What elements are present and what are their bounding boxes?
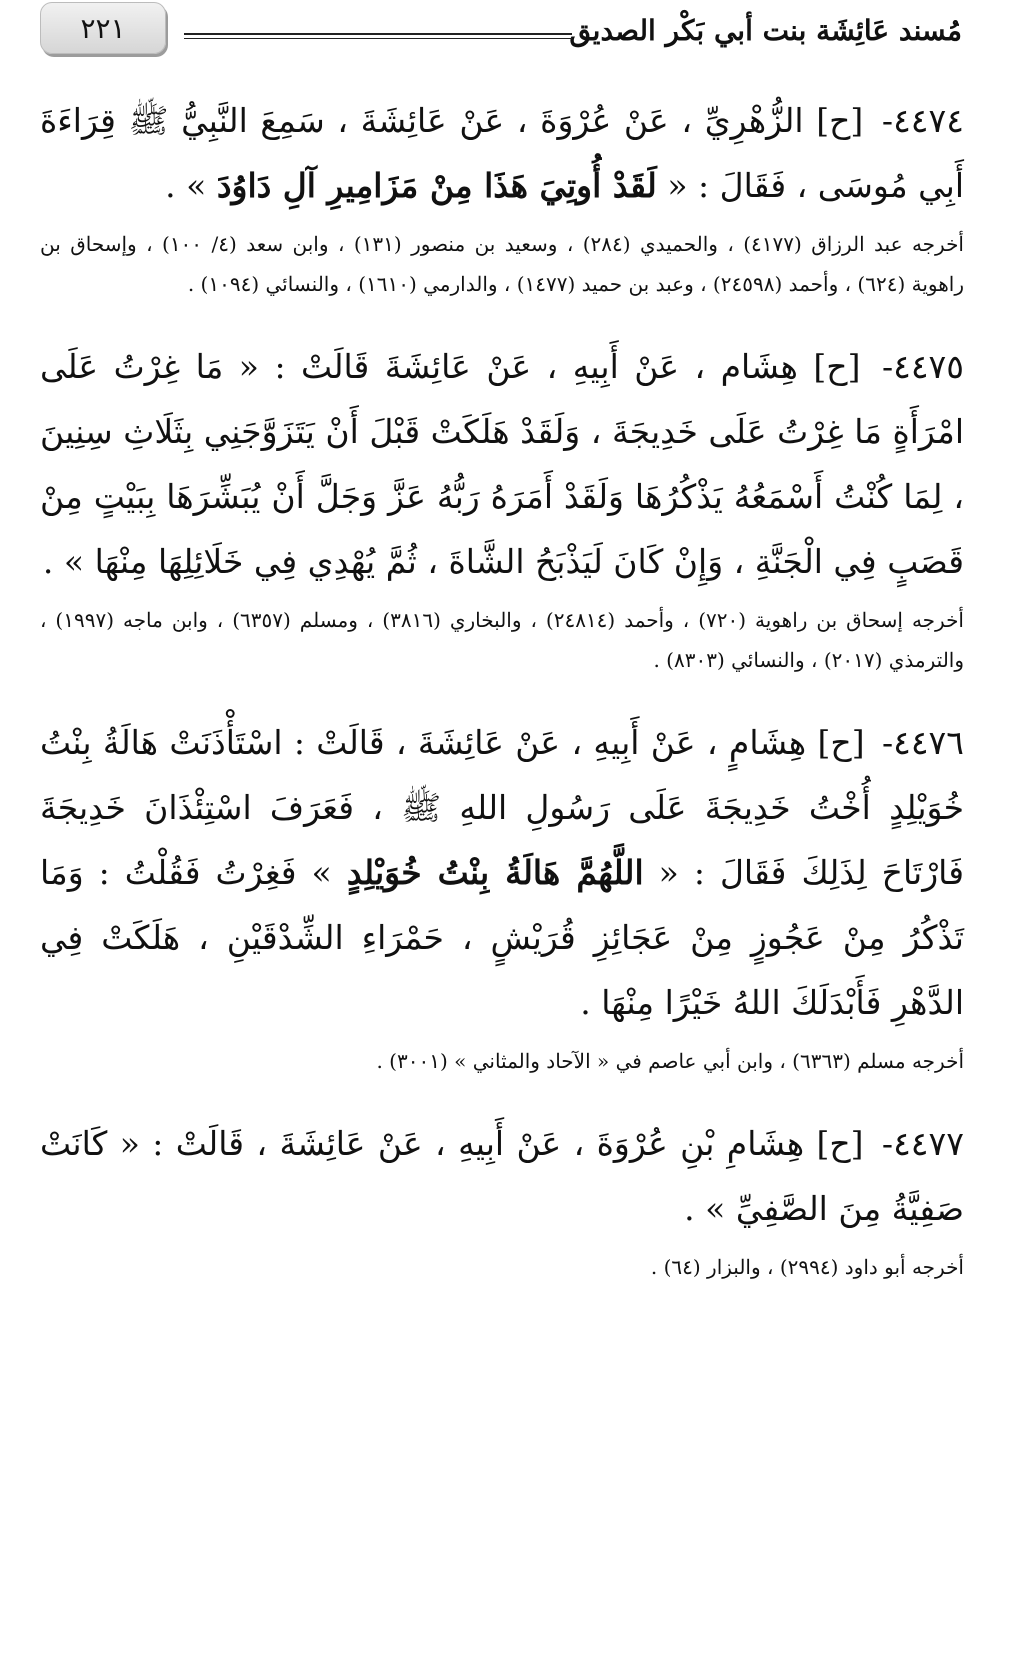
takhrij-note: أخرجه إسحاق بن راهوية (٧٢٠) ، وأحمد (٢٤٨١٤) ، والبخاري (٣٨١٦) ، ومسلم (٦٣٥٧) ، وابن ماجه (١٩٩٧) ، والترمذي (٢٠١٧) ، والنسائي (٨٣٠٣) . bbox=[40, 608, 964, 672]
hadith-entry bbox=[40, 1111, 964, 1287]
hadith-number: ٤٤٧٦- bbox=[881, 723, 965, 762]
hadith-text-before: [ح] هِشَامٍ ، عَنْ أَبِيهِ ، عَنْ عَائِشَةَ ، قَالَتْ : اسْتَأْذَنَتْ هَالَةُ بِنْتُ خُوَيْلِدٍ أُخْتُ خَدِيجَةَ عَلَى رَسُولِ اللهِ ﷺ ، فَعَرَفَ اسْتِئْذَانَ خَدِيجَةَ فَارْتَاحَ لِذَلِكَ فَقَالَ : « bbox=[40, 723, 964, 892]
prophetic-quote: لَقَدْ أُوتِيَ هَذَا مِنْ مَزَامِيرِ آلِ دَاوُدَ bbox=[216, 166, 657, 205]
hadith-text bbox=[40, 710, 964, 1035]
hadith-entry bbox=[40, 710, 964, 1081]
prophetic-quote: اللَّهُمَّ هَالَةُ بِنْتُ خُوَيْلِدٍ bbox=[346, 853, 644, 892]
header-rule bbox=[184, 33, 572, 39]
takhrij-note: أخرجه مسلم (٦٣٦٣) ، وابن أبي عاصم في « الآحاد والمثاني » (٣٠٠١) . bbox=[376, 1049, 964, 1073]
takhrij-note: أخرجه أبو داود (٢٩٩٤) ، والبزار (٦٤) . bbox=[650, 1255, 964, 1279]
running-title: مُسند عَائِشَة بنت أبي بَكْر الصديق bbox=[569, 14, 962, 47]
hadith-text bbox=[40, 88, 964, 218]
hadith-text-before: [ح] الزُّهْرِيِّ ، عَنْ عُرْوَةَ ، عَنْ عَائِشَةَ ، سَمِعَ النَّبِيُّ ﷺ قِرَاءَةَ أَبِي مُوسَى ، فَقَالَ : « bbox=[40, 101, 964, 205]
hadith-text-after: » فَغِرْتُ فَقُلْتُ : وَمَا تَذْكُرُ مِنْ عَجُوزٍ مِنْ عَجَائِزِ قُرَيْشٍ ، حَمْرَاءِ الشِّدْقَيْنِ ، هَلَكَتْ فِي الدَّهْرِ فَأَبْدَلَكَ اللهُ خَيْرًا مِنْهَا . bbox=[40, 853, 964, 1022]
hadith-text-before: [ح] هِشَامِ بْنِ عُرْوَةَ ، عَنْ أَبِيهِ ، عَنْ عَائِشَةَ ، قَالَتْ : « كَانَتْ صَفِيَّةُ مِنَ الصَّفِيِّ » . bbox=[40, 1124, 964, 1228]
page-header bbox=[0, 0, 1010, 70]
takhrij-note: أخرجه عبد الرزاق (٤١٧٧) ، والحميدي (٢٨٤) ، وسعيد بن منصور (١٣١) ، وابن سعد (٤/ ١٠٠) ، وإسحاق بن راهوية (٦٢٤) ، وأحمد (٢٤٥٩٨) ، وعبد بن حميد (١٤٧٧) ، والدارمي (١٦١٠) ، والنسائي (١٠٩٤) . bbox=[40, 232, 964, 296]
hadith-number: ٤٤٧٧- bbox=[881, 1124, 964, 1163]
hadith-entry bbox=[40, 334, 964, 680]
page-body bbox=[40, 88, 964, 1317]
hadith-text-after: » . bbox=[165, 166, 207, 205]
hadith-text bbox=[40, 334, 964, 594]
hadith-number: ٤٤٧٥- bbox=[881, 347, 964, 386]
page-number-box bbox=[40, 2, 166, 54]
hadith-entry bbox=[40, 88, 964, 304]
hadith-text-before: [ح] هِشَام ، عَنْ أَبِيهِ ، عَنْ عَائِشَةَ قَالَتْ : « مَا غِرْتُ عَلَى امْرَأَةٍ مَا غِرْتُ عَلَى خَدِيجَةَ ، وَلَقَدْ هَلَكَتْ قَبْلَ أَنْ يَتَزَوَّجَنِي بِثَلَاثِ سِنِينَ ، لِمَا كُنْتُ أَسْمَعُهُ يَذْكُرُهَا وَلَقَدْ أَمَرَهُ رَبُّهُ عَزَّ وَجَلَّ أَنْ يُبَشِّرَهَا بِبَيْتٍ مِنْ قَصَبٍ فِي الْجَنَّةِ ، وَإِنْ كَانَ لَيَذْبَحُ الشَّاةَ ، ثُمَّ يُهْدِي فِي خَلَائِلِهَا مِنْهَا » . bbox=[40, 347, 964, 581]
page-number: ٢٢١ bbox=[80, 11, 126, 45]
hadith-text bbox=[40, 1111, 964, 1241]
hadith-number: ٤٤٧٤- bbox=[881, 101, 964, 140]
